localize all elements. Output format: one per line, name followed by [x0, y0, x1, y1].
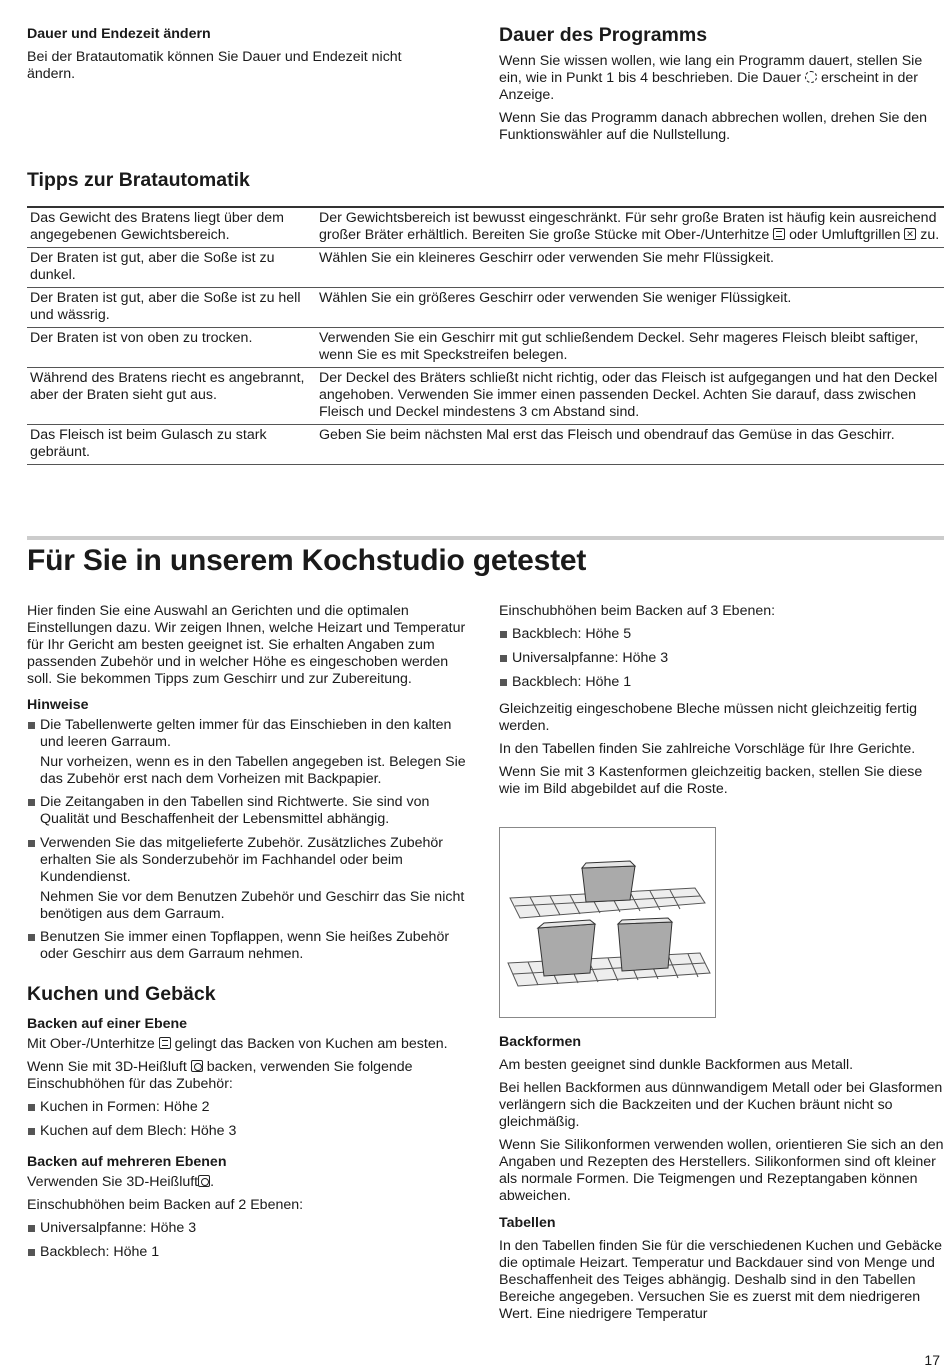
solution-text: zu. — [920, 227, 940, 243]
table-cell-solution: Wählen Sie ein kleineres Geschirr oder verwenden Sie mehr Flüssigkeit. — [316, 248, 944, 288]
intro-paragraph: Hier finden Sie eine Auswahl an Gerichten und die optimalen Einstellungen dazu. Wir zeigen Ihnen, welche Heizart und Temperatur für Ihr Gericht am besten geeignet ist. Sie erhalten Angaben zum passenden Zubehör und in welcher Höhe es eingeschoben werden soll. Sie bekommen Tipps zum Geschirr und zur Zubereitung. — [27, 603, 466, 687]
table-cell-solution: Wählen Sie ein größeres Geschirr oder verwenden Sie weniger Flüssigkeit. — [316, 288, 944, 328]
heading-mehreren-ebenen: Backen auf mehreren Ebenen — [27, 1154, 227, 1170]
heading-backformen: Backformen — [499, 1034, 582, 1050]
list-item: Backblech: Höhe 1 — [499, 674, 944, 691]
paragraph-mehreren-2: Einschubhöhen beim Backen auf 2 Ebenen: — [27, 1197, 304, 1213]
baking-tins-on-racks-image — [500, 828, 715, 1017]
left-column — [27, 603, 472, 1268]
table-cell-solution: Geben Sie beim nächsten Mal erst das Fleisch und obendrauf das Gemüse in das Geschirr. — [316, 425, 944, 465]
list-item: Universalpfanne: Höhe 3 — [27, 1220, 472, 1237]
list-item: Die Zeitangaben in den Tabellen sind Richtwerte. Sie sind von Qualität und Beschaffenheit der Lebensmittel abhängig. — [27, 794, 472, 828]
solution-text: Der Gewichtsbereich ist bewusst eingeschränkt. Für sehr große Braten ist häufig kein ausreichend großer Bräter erhältlich. Bereiten Sie große Stücke mit Ober-/Unterhitze — [319, 210, 937, 243]
right-column-bottom — [499, 1034, 944, 1323]
list-item: Backblech: Höhe 5 — [499, 626, 944, 643]
table-cell-problem: Der Braten ist gut, aber die Soße ist zu hell und wässrig. — [27, 288, 316, 328]
paragraph-backformen-1: Am besten geeignet sind dunkle Backformen aus Metall. — [499, 1057, 854, 1073]
list-item: Verwenden Sie das mitgelieferte Zubehör. Zusätzliches Zubehör erhalten Sie als Sonderzubehör im Fachhandel oder beim Kundendienst. — [27, 835, 472, 886]
text-einer-2b: backen, verwenden Sie folgende Einschubhöhen für das Zubehör: — [27, 1059, 413, 1092]
list-item: Kuchen auf dem Blech: Höhe 3 — [27, 1123, 472, 1140]
table-cell-problem: Das Gewicht des Bratens liegt über dem angegebenen Gewichtsbereich. — [27, 207, 316, 248]
heading-tipps: Tipps zur Bratautomatik — [27, 169, 250, 191]
heading-einer-ebene: Backen auf einer Ebene — [27, 1016, 188, 1032]
3d-hot-air-icon — [191, 1060, 203, 1072]
text-einer-2a: Wenn Sie mit 3D-Heißluft — [27, 1059, 187, 1075]
table-row — [27, 248, 944, 288]
right-column-top — [499, 603, 944, 804]
top-bottom-heat-icon — [773, 228, 785, 240]
paragraph-einer-1 — [27, 1036, 472, 1053]
table-cell-problem: Das Fleisch ist beim Gulasch zu stark gebräunt. — [27, 425, 316, 465]
table-cell-problem: Der Braten ist gut, aber die Soße ist zu dunkel. — [27, 248, 316, 288]
table-row — [27, 425, 944, 465]
table-row — [27, 328, 944, 368]
top-left-block — [27, 26, 452, 83]
duration-clock-icon — [805, 71, 817, 83]
section-title: Für Sie in unserem Kochstudio getestet — [27, 544, 587, 577]
paragraph-bleche: Gleichzeitig eingeschobene Bleche müssen nicht gleichzeitig fertig werden. — [499, 701, 917, 734]
top-right-block — [499, 24, 943, 144]
paragraph-tabellen: In den Tabellen finden Sie für die verschiedenen Kuchen und Gebäcke die optimale Heizart. Temperatur und Backdauer sind von Menge und Beschaffenheit des Teiges abhängig. Deshalb sind in den Tabellen Bereiche angegeben. Versuchen Sie es zuerst mit dem niedrigeren Wert. Eine niedrigere Temperatur — [499, 1238, 943, 1322]
heading-dauer-endezeit: Dauer und Endezeit ändern — [27, 26, 211, 42]
solution-text: oder Umluftgrillen — [789, 227, 901, 243]
paragraph-dauer-2: Wenn Sie das Programm danach abbrechen wollen, drehen Sie den Funktionswähler auf die Nullstellung. — [499, 110, 927, 143]
oven-racks-illustration — [499, 827, 716, 1018]
paragraph-backformen-2: Bei hellen Backformen aus dünnwandigem Metall oder bei Glasformen verlängern sich die Backzeiten und der Kuchen bräunt nicht so gleichmäßig. — [499, 1080, 943, 1130]
page-number: 17 — [924, 1352, 940, 1368]
section-divider — [27, 536, 944, 540]
paragraph-einer-2 — [27, 1059, 472, 1093]
list-item: Die Tabellenwerte gelten immer für das Einschieben in den kalten und leeren Garraum. — [27, 717, 472, 751]
3d-hot-air-icon — [198, 1175, 210, 1187]
heading-dauer-programm: Dauer des Programms — [499, 24, 708, 46]
table-row — [27, 288, 944, 328]
table-cell-problem: Während des Bratens riecht es angebrannt, aber der Braten sieht gut aus. — [27, 368, 316, 425]
fan-grill-icon — [904, 228, 916, 240]
list-item: Benutzen Sie immer einen Topflappen, wenn Sie heißes Zubehör oder Geschirr aus dem Garraum nehmen. — [27, 929, 472, 963]
list-item: Backblech: Höhe 1 — [27, 1244, 472, 1261]
paragraph-dauer-1 — [499, 53, 943, 104]
text-mehreren-1b: . — [210, 1174, 215, 1190]
text-dauer-endezeit: Bei der Bratautomatik können Sie Dauer und Endezeit nicht ändern. — [27, 49, 402, 82]
list-item: Kuchen in Formen: Höhe 2 — [27, 1099, 472, 1116]
table-row — [27, 207, 944, 248]
paragraph-backformen-3: Wenn Sie Silikonformen verwenden wollen, orientieren Sie sich an den Angaben und Rezepten des Herstellers. Silikonformen sind oft kleiner als normale Formen. Die Teigmengen und Rezeptangaben können abweichen. — [499, 1137, 944, 1204]
paragraph-3-ebenen: Einschubhöhen beim Backen auf 3 Ebenen: — [499, 603, 776, 619]
text-dauer-1a: Wenn Sie wissen wollen, wie lang ein Programm dauert, stellen Sie ein, wie in Punkt 1 bis 4 beschrieben. Die Dauer — [499, 53, 923, 86]
table-cell-solution: Der Deckel des Bräters schließt nicht richtig, oder das Fleisch ist aufgegangen und hat den Deckel angehoben. Verwenden Sie immer einen passenden Deckel. Achten Sie darauf, dass zwischen Fleisch und Deckel mindestens 3 cm Abstand sind. — [316, 368, 944, 425]
text-einer-1b: gelingt das Backen von Kuchen am besten. — [174, 1036, 448, 1052]
list-item: Universalpfanne: Höhe 3 — [499, 650, 944, 667]
text-dauer-1b: erscheint in der Anzeige. — [499, 70, 918, 103]
paragraph-kastenformen: Wenn Sie mit 3 Kastenformen gleichzeitig backen, stellen Sie diese wie im Bild abgebildet auf die Roste. — [499, 764, 923, 797]
text-mehreren-1a: Verwenden Sie 3D-Heißluft — [27, 1174, 199, 1190]
table-cell-problem: Der Braten ist von oben zu trocken. — [27, 328, 316, 368]
table-cell-solution: Verwenden Sie ein Geschirr mit gut schließendem Deckel. Sehr mageres Fleisch bleibt saftiger, wenn Sie es mit Speckstreifen belegen. — [316, 328, 944, 368]
text-einer-1a: Mit Ober-/Unterhitze — [27, 1036, 155, 1052]
table-row — [27, 368, 944, 425]
list-item-sub: Nur vorheizen, wenn es in den Tabellen angegeben ist. Belegen Sie das Zubehör erst nach dem Vorheizen mit Backpapier. — [40, 754, 466, 787]
table-cell-solution — [316, 207, 944, 248]
paragraph-mehreren-1 — [27, 1174, 472, 1191]
paragraph-tabellen-vorschlaege: In den Tabellen finden Sie zahlreiche Vorschläge für Ihre Gerichte. — [499, 741, 916, 757]
tips-table — [27, 206, 944, 465]
list-item-sub: Nehmen Sie vor dem Benutzen Zubehör und Geschirr das Sie nicht benötigen aus dem Garraum. — [40, 889, 465, 922]
heading-tabellen: Tabellen — [499, 1215, 556, 1231]
heading-kuchen: Kuchen und Gebäck — [27, 983, 216, 1005]
heading-hinweise: Hinweise — [27, 697, 89, 713]
top-bottom-heat-icon — [159, 1037, 171, 1049]
